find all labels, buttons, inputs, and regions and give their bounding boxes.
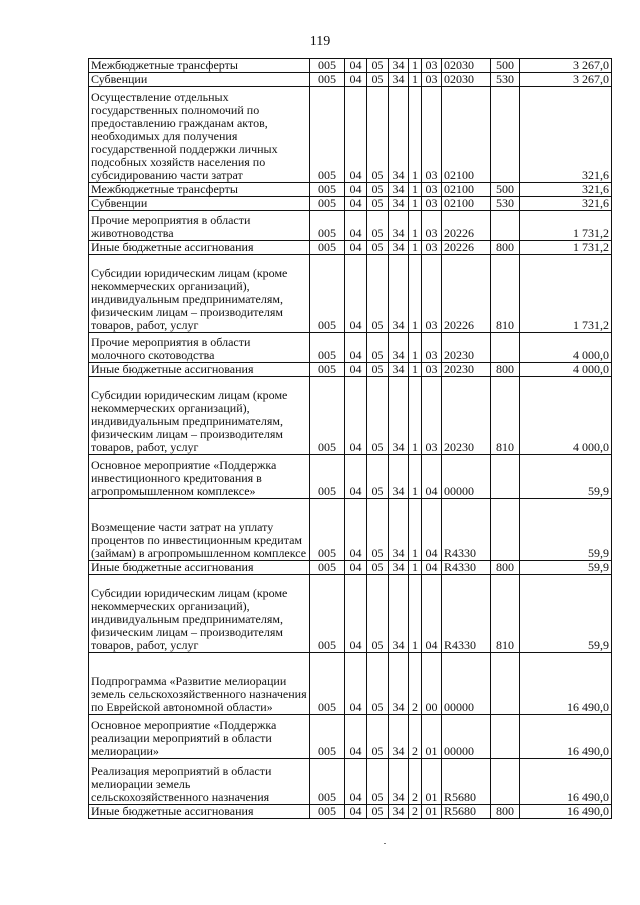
direction-code: 02100	[442, 183, 491, 197]
section-code: 04	[345, 575, 367, 653]
row-name: Межбюджетные трансферты	[89, 183, 310, 197]
expense-type-code: 810	[491, 575, 520, 653]
program-code: 34	[389, 653, 409, 715]
table-row	[89, 363, 612, 377]
row-name: Подпрограмма «Развитие мелиорации земель сельскохозяйственного назначения по Еврейской автономной области»	[89, 653, 310, 715]
table-row	[89, 241, 612, 255]
direction-code: R4330	[442, 561, 491, 575]
subsection-code: 05	[367, 183, 389, 197]
subprogram-code: 1	[409, 59, 422, 73]
amount: 16 490,0	[520, 715, 612, 759]
section-code: 04	[345, 241, 367, 255]
row-name: Межбюджетные трансферты	[89, 59, 310, 73]
subprogram-code: 1	[409, 255, 422, 333]
section-code: 04	[345, 211, 367, 241]
direction-code: 00000	[442, 653, 491, 715]
amount: 321,6	[520, 183, 612, 197]
ministry-code: 005	[310, 197, 345, 211]
direction-code: 20226	[442, 211, 491, 241]
ministry-code: 005	[310, 333, 345, 363]
ministry-code: 005	[310, 653, 345, 715]
program-code: 34	[389, 805, 409, 819]
direction-code: 00000	[442, 715, 491, 759]
event-code: 04	[422, 455, 442, 499]
expense-type-code	[491, 653, 520, 715]
subprogram-code: 2	[409, 805, 422, 819]
subsection-code: 05	[367, 197, 389, 211]
expense-type-code: 500	[491, 59, 520, 73]
direction-code: 02030	[442, 59, 491, 73]
event-code: 03	[422, 87, 442, 183]
direction-code: R5680	[442, 805, 491, 819]
event-code: 03	[422, 73, 442, 87]
table-row	[89, 377, 612, 455]
row-name: Иные бюджетные ассигнования	[89, 561, 310, 575]
event-code: 03	[422, 255, 442, 333]
direction-code: 02100	[442, 197, 491, 211]
amount: 59,9	[520, 575, 612, 653]
row-name: Прочие мероприятия в области животноводства	[89, 211, 310, 241]
expense-type-code	[491, 87, 520, 183]
table-row	[89, 59, 612, 73]
direction-code: R4330	[442, 575, 491, 653]
subsection-code: 05	[367, 363, 389, 377]
program-code: 34	[389, 575, 409, 653]
subsection-code: 05	[367, 73, 389, 87]
row-name: Субсидии юридическим лицам (кроме некоммерческих организаций), индивидуальным предпринимателям, физическим лицам – производителям товаров, работ, услуг	[89, 377, 310, 455]
section-code: 04	[345, 653, 367, 715]
subsection-code: 05	[367, 59, 389, 73]
program-code: 34	[389, 59, 409, 73]
table-row	[89, 805, 612, 819]
event-code: 04	[422, 499, 442, 561]
amount: 59,9	[520, 561, 612, 575]
expense-type-code	[491, 333, 520, 363]
row-name: Субсидии юридическим лицам (кроме некоммерческих организаций), индивидуальным предпринимателям, физическим лицам – производителям товаров, работ, услуг	[89, 255, 310, 333]
table-row	[89, 333, 612, 363]
expense-type-code: 500	[491, 183, 520, 197]
amount: 4 000,0	[520, 333, 612, 363]
amount: 321,6	[520, 197, 612, 211]
row-name: Иные бюджетные ассигнования	[89, 241, 310, 255]
amount: 3 267,0	[520, 73, 612, 87]
scan-speck	[384, 843, 386, 844]
section-code: 04	[345, 377, 367, 455]
page-number: 119	[309, 34, 331, 49]
subsection-code: 05	[367, 759, 389, 805]
expense-type-code	[491, 455, 520, 499]
subprogram-code: 1	[409, 499, 422, 561]
direction-code: 20230	[442, 363, 491, 377]
subprogram-code: 1	[409, 211, 422, 241]
row-name: Субвенции	[89, 197, 310, 211]
subsection-code: 05	[367, 805, 389, 819]
ministry-code: 005	[310, 211, 345, 241]
program-code: 34	[389, 87, 409, 183]
table-row	[89, 87, 612, 183]
program-code: 34	[389, 377, 409, 455]
table-row	[89, 73, 612, 87]
table-row	[89, 183, 612, 197]
amount: 4 000,0	[520, 363, 612, 377]
section-code: 04	[345, 333, 367, 363]
program-code: 34	[389, 241, 409, 255]
amount: 16 490,0	[520, 653, 612, 715]
program-code: 34	[389, 363, 409, 377]
expense-type-code: 810	[491, 255, 520, 333]
expense-type-code: 530	[491, 73, 520, 87]
row-name: Прочие мероприятия в области молочного скотоводства	[89, 333, 310, 363]
expense-type-code: 800	[491, 561, 520, 575]
subprogram-code: 2	[409, 715, 422, 759]
row-name: Возмещение части затрат на уплату процентов по инвестиционным кредитам (займам) в агропромышленном комплексе	[89, 499, 310, 561]
subprogram-code: 1	[409, 455, 422, 499]
subsection-code: 05	[367, 715, 389, 759]
event-code: 03	[422, 363, 442, 377]
event-code: 04	[422, 575, 442, 653]
ministry-code: 005	[310, 805, 345, 819]
program-code: 34	[389, 561, 409, 575]
subprogram-code: 2	[409, 653, 422, 715]
ministry-code: 005	[310, 59, 345, 73]
ministry-code: 005	[310, 455, 345, 499]
subsection-code: 05	[367, 241, 389, 255]
section-code: 04	[345, 805, 367, 819]
ministry-code: 005	[310, 73, 345, 87]
row-name: Субсидии юридическим лицам (кроме некоммерческих организаций), индивидуальным предпринимателям, физическим лицам – производителям товаров, работ, услуг	[89, 575, 310, 653]
table-row	[89, 211, 612, 241]
expense-type-code	[491, 499, 520, 561]
ministry-code: 005	[310, 183, 345, 197]
subsection-code: 05	[367, 211, 389, 241]
subprogram-code: 1	[409, 333, 422, 363]
expense-type-code: 800	[491, 241, 520, 255]
ministry-code: 005	[310, 255, 345, 333]
amount: 16 490,0	[520, 759, 612, 805]
expense-type-code: 530	[491, 197, 520, 211]
direction-code: 00000	[442, 455, 491, 499]
table-row	[89, 653, 612, 715]
table-row	[89, 715, 612, 759]
expense-type-code	[491, 211, 520, 241]
subsection-code: 05	[367, 653, 389, 715]
subprogram-code: 1	[409, 377, 422, 455]
subsection-code: 05	[367, 377, 389, 455]
expense-type-code	[491, 759, 520, 805]
subprogram-code: 1	[409, 241, 422, 255]
direction-code: 02100	[442, 87, 491, 183]
section-code: 04	[345, 455, 367, 499]
direction-code: 20226	[442, 255, 491, 333]
expense-type-code	[491, 715, 520, 759]
amount: 16 490,0	[520, 805, 612, 819]
ministry-code: 005	[310, 377, 345, 455]
event-code: 00	[422, 653, 442, 715]
row-name: Реализация мероприятий в области мелиорации земель сельскохозяйственного назначения	[89, 759, 310, 805]
amount: 321,6	[520, 87, 612, 183]
event-code: 01	[422, 715, 442, 759]
ministry-code: 005	[310, 575, 345, 653]
subprogram-code: 1	[409, 575, 422, 653]
section-code: 04	[345, 197, 367, 211]
amount: 4 000,0	[520, 377, 612, 455]
program-code: 34	[389, 759, 409, 805]
section-code: 04	[345, 561, 367, 575]
subsection-code: 05	[367, 499, 389, 561]
table-row	[89, 255, 612, 333]
budget-table	[88, 58, 612, 819]
row-name: Иные бюджетные ассигнования	[89, 363, 310, 377]
event-code: 01	[422, 759, 442, 805]
subprogram-code: 1	[409, 87, 422, 183]
section-code: 04	[345, 255, 367, 333]
subprogram-code: 1	[409, 561, 422, 575]
table-row	[89, 455, 612, 499]
direction-code: R4330	[442, 499, 491, 561]
program-code: 34	[389, 455, 409, 499]
table-row	[89, 759, 612, 805]
subprogram-code: 1	[409, 197, 422, 211]
event-code: 03	[422, 197, 442, 211]
row-name: Осуществление отдельных государственных полномочий по предоставлению гражданам актов, необходимых для получения государственной поддержки личных подсобных хозяйств населения по субсидированию части затрат	[89, 87, 310, 183]
section-code: 04	[345, 759, 367, 805]
ministry-code: 005	[310, 499, 345, 561]
subprogram-code: 2	[409, 759, 422, 805]
section-code: 04	[345, 363, 367, 377]
direction-code: 20226	[442, 241, 491, 255]
program-code: 34	[389, 333, 409, 363]
amount: 1 731,2	[520, 211, 612, 241]
expense-type-code: 800	[491, 805, 520, 819]
ministry-code: 005	[310, 363, 345, 377]
program-code: 34	[389, 73, 409, 87]
table-row	[89, 499, 612, 561]
program-code: 34	[389, 197, 409, 211]
row-name: Основное мероприятие «Поддержка инвестиционного кредитования в агропромышленном комплексе»	[89, 455, 310, 499]
ministry-code: 005	[310, 759, 345, 805]
direction-code: 20230	[442, 333, 491, 363]
section-code: 04	[345, 87, 367, 183]
table-row	[89, 197, 612, 211]
subsection-code: 05	[367, 561, 389, 575]
row-name: Иные бюджетные ассигнования	[89, 805, 310, 819]
program-code: 34	[389, 499, 409, 561]
event-code: 03	[422, 377, 442, 455]
expense-type-code: 800	[491, 363, 520, 377]
subprogram-code: 1	[409, 363, 422, 377]
amount: 59,9	[520, 499, 612, 561]
ministry-code: 005	[310, 561, 345, 575]
direction-code: 20230	[442, 377, 491, 455]
event-code: 03	[422, 183, 442, 197]
table-row	[89, 575, 612, 653]
section-code: 04	[345, 715, 367, 759]
expense-type-code: 810	[491, 377, 520, 455]
ministry-code: 005	[310, 241, 345, 255]
event-code: 03	[422, 241, 442, 255]
section-code: 04	[345, 59, 367, 73]
program-code: 34	[389, 715, 409, 759]
amount: 59,9	[520, 455, 612, 499]
subprogram-code: 1	[409, 73, 422, 87]
table-row	[89, 561, 612, 575]
subsection-code: 05	[367, 455, 389, 499]
subsection-code: 05	[367, 575, 389, 653]
subsection-code: 05	[367, 255, 389, 333]
amount: 1 731,2	[520, 241, 612, 255]
ministry-code: 005	[310, 87, 345, 183]
subsection-code: 05	[367, 87, 389, 183]
amount: 3 267,0	[520, 59, 612, 73]
subsection-code: 05	[367, 333, 389, 363]
event-code: 01	[422, 805, 442, 819]
program-code: 34	[389, 183, 409, 197]
event-code: 03	[422, 211, 442, 241]
event-code: 03	[422, 333, 442, 363]
row-name: Основное мероприятие «Поддержка реализации мероприятий в области мелиорации»	[89, 715, 310, 759]
row-name: Субвенции	[89, 73, 310, 87]
event-code: 04	[422, 561, 442, 575]
amount: 1 731,2	[520, 255, 612, 333]
section-code: 04	[345, 183, 367, 197]
event-code: 03	[422, 59, 442, 73]
program-code: 34	[389, 255, 409, 333]
direction-code: 02030	[442, 73, 491, 87]
section-code: 04	[345, 499, 367, 561]
direction-code: R5680	[442, 759, 491, 805]
subprogram-code: 1	[409, 183, 422, 197]
program-code: 34	[389, 211, 409, 241]
ministry-code: 005	[310, 715, 345, 759]
section-code: 04	[345, 73, 367, 87]
